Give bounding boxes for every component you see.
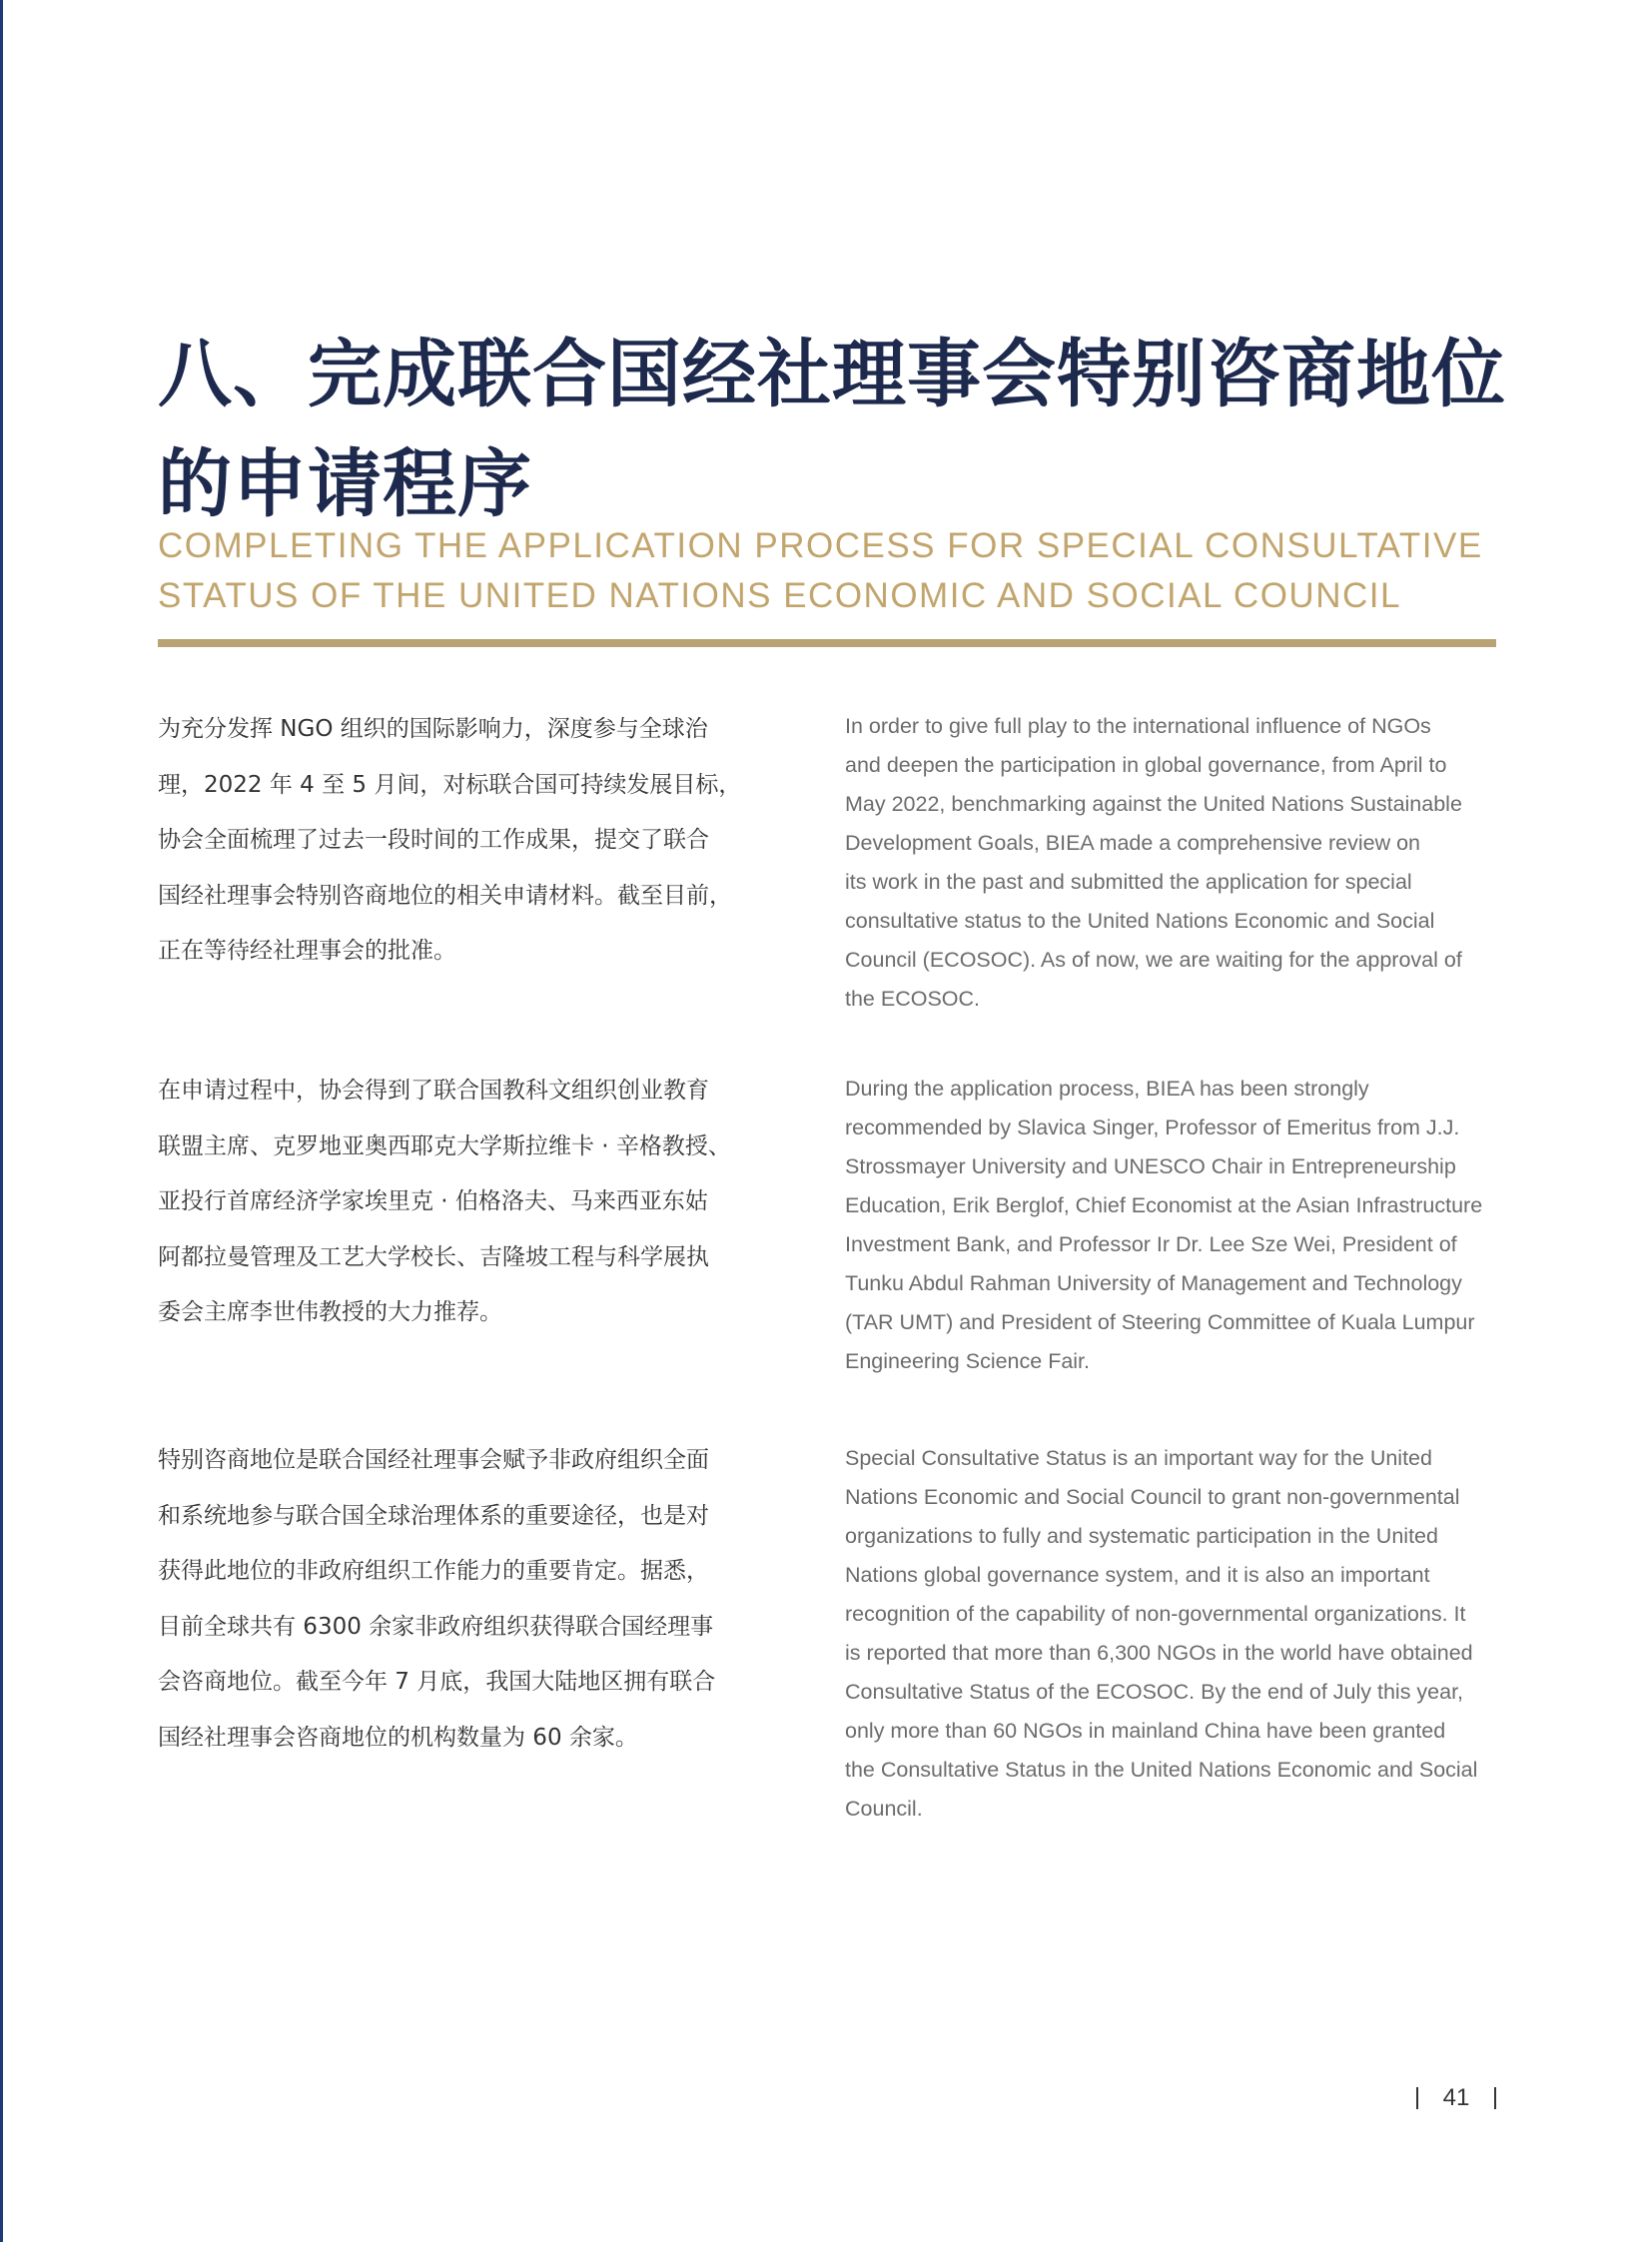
paragraph-line: Tunku Abdul Rahman University of Management and Technology bbox=[845, 1271, 1462, 1295]
paragraph-line: Council. bbox=[845, 1797, 923, 1821]
paragraph-line: 国经社理事会咨商地位的机构数量为 60 余家。 bbox=[158, 1724, 638, 1751]
paragraph-line: 为充分发挥 NGO 组织的国际影响力，深度参与全球治 bbox=[158, 716, 708, 742]
paragraph-line: 会咨商地位。截至今年 7 月底，我国大陆地区拥有联合 bbox=[158, 1669, 716, 1695]
page-number bbox=[1416, 2082, 1496, 2114]
page-number-value: 41 bbox=[1442, 2084, 1470, 2111]
paragraph-line: May 2022, benchmarking against the United Nations Sustainable bbox=[845, 792, 1462, 816]
paragraph-line: Investment Bank, and Professor Ir Dr. Lee Sze Wei, President of bbox=[845, 1232, 1457, 1256]
paragraph-line: only more than 60 NGOs in mainland China have been granted bbox=[845, 1719, 1446, 1743]
english-paragraph bbox=[845, 1070, 1496, 1381]
paragraph-line: 委会主席李世伟教授的大力推荐。 bbox=[158, 1299, 502, 1325]
paragraph-line: and deepen the participation in global governance, from April to bbox=[845, 753, 1447, 777]
paragraph-line: 获得此地位的非政府组织工作能力的重要肯定。据悉， bbox=[158, 1558, 709, 1584]
paragraph-line: recognition of the capability of non-governmental organizations. It bbox=[845, 1602, 1466, 1626]
paragraph-line: Development Goals, BIEA made a comprehensive review on bbox=[845, 831, 1421, 855]
title-divider bbox=[158, 639, 1496, 647]
paragraph-line: 目前全球共有 6300 余家非政府组织获得联合国经理事 bbox=[158, 1613, 714, 1640]
paragraph-line: 阿都拉曼管理及工艺大学校长、吉隆坡工程与科学展执 bbox=[158, 1243, 709, 1270]
paragraph-line: 国经社理事会特别咨商地位的相关申请材料。截至目前， bbox=[158, 882, 732, 909]
chinese-title-line: 八、完成联合国经社理事会特别咨商地位 bbox=[158, 332, 1506, 417]
paragraph-line: Special Consultative Status is an important way for the United bbox=[845, 1446, 1432, 1470]
paragraph-line: 特别咨商地位是联合国经社理事会赋予非政府组织全面 bbox=[158, 1447, 709, 1473]
english-paragraph bbox=[845, 707, 1496, 1019]
paragraph-line: 正在等待经社理事会的批准。 bbox=[158, 938, 456, 964]
page-edge-line bbox=[0, 0, 3, 2242]
paragraph-line: 亚投行首席经济学家埃里克 · 伯格洛夫、马来西亚东姑 bbox=[158, 1188, 708, 1214]
paragraph-line: In order to give full play to the international influence of NGOs bbox=[845, 714, 1431, 738]
page-number-divider bbox=[1416, 2087, 1418, 2109]
page-number-divider bbox=[1494, 2087, 1496, 2109]
paragraph-line: is reported that more than 6,300 NGOs in the world have obtained bbox=[845, 1641, 1473, 1665]
paragraph-line: Nations global governance system, and it is also an important bbox=[845, 1563, 1430, 1587]
paragraph-line: 理，2022 年 4 至 5 月间，对标联合国可持续发展目标， bbox=[158, 771, 742, 798]
paragraph-line: Nations Economic and Social Council to grant non-governmental bbox=[845, 1485, 1460, 1509]
chinese-title-line: 的申请程序 bbox=[158, 441, 532, 527]
paragraph-line: recommended by Slavica Singer, Professor of Emeritus from J.J. bbox=[845, 1116, 1460, 1139]
paragraph-line: Engineering Science Fair. bbox=[845, 1349, 1091, 1373]
paragraph-line: 在申请过程中，协会得到了联合国教科文组织创业教育 bbox=[158, 1078, 709, 1104]
paragraph-line: the ECOSOC. bbox=[845, 987, 981, 1011]
chinese-title bbox=[158, 320, 1506, 539]
english-paragraph bbox=[845, 1439, 1496, 1829]
paragraph-line: organizations to fully and systematic participation in the United bbox=[845, 1524, 1438, 1548]
english-title-line: COMPLETING THE APPLICATION PROCESS FOR SPECIAL CONSULTATIVE bbox=[158, 526, 1483, 565]
paragraph-line: 协会全面梳理了过去一段时间的工作成果，提交了联合 bbox=[158, 827, 709, 853]
chinese-paragraph bbox=[158, 711, 777, 989]
paragraph-line: Strossmayer University and UNESCO Chair in Entrepreneurship bbox=[845, 1154, 1456, 1178]
paragraph-line: consultative status to the United Nations Economic and Social bbox=[845, 909, 1435, 933]
paragraph-line: 联盟主席、克罗地亚奥西耶克大学斯拉维卡 · 辛格教授、 bbox=[158, 1132, 731, 1159]
paragraph-line: Council (ECOSOC). As of now, we are waiting for the approval of bbox=[845, 948, 1462, 972]
paragraph-line: (TAR UMT) and President of Steering Committee of Kuala Lumpur bbox=[845, 1310, 1475, 1334]
paragraph-line: its work in the past and submitted the application for special bbox=[845, 870, 1412, 894]
paragraph-line: Education, Erik Berglof, Chief Economist at the Asian Infrastructure bbox=[845, 1193, 1483, 1217]
chinese-paragraph bbox=[158, 1442, 777, 1775]
english-title bbox=[158, 521, 1496, 621]
paragraph-line: the Consultative Status in the United Nations Economic and Social bbox=[845, 1758, 1478, 1782]
paragraph-line: 和系统地参与联合国全球治理体系的重要途径，也是对 bbox=[158, 1502, 709, 1529]
english-title-line: STATUS OF THE UNITED NATIONS ECONOMIC AND SOCIAL COUNCIL bbox=[158, 576, 1401, 615]
paragraph-line: Consultative Status of the ECOSOC. By the end of July this year, bbox=[845, 1680, 1464, 1704]
paragraph-line: During the application process, BIEA has been strongly bbox=[845, 1077, 1369, 1101]
chinese-paragraph bbox=[158, 1073, 777, 1350]
